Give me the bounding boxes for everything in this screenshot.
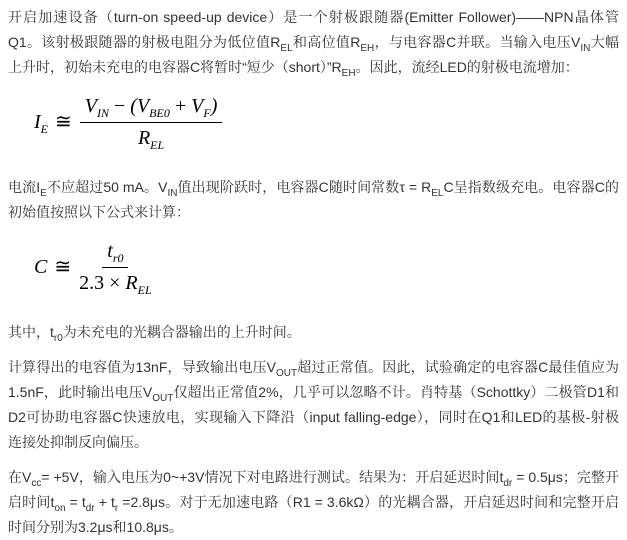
paragraph-current-limit: 电流$I_E$不应超过50 mA。$V_{IN}$值出现阶跃时，电容器C随时间常数$\tau = R_{EL}C$呈指数级充电。电容器C的初始值按照以下公式来计算： — [8, 179, 619, 220]
formula-numerator: $t_{r0}$ — [102, 239, 128, 268]
formula-approx-equal-sign: ≅ — [54, 256, 72, 278]
formula-denominator: $2.3 \times R_{EL}$ — [79, 272, 152, 297]
formula-denominator: $R_{EL}$ — [137, 127, 165, 152]
formula-lhs: C — [34, 256, 48, 278]
article-body — [8, 5, 619, 540]
paragraph-capacitor-selection: 计算得出的电容值为13nF，导致输出电压$V_{OUT}$超过正常值。因此，试验确定的电容器C最佳值应为1.5nF，此时输出电压$V_{OUT}$仅超出正常值2%，几乎可以忽略不计。肖特基（Schottky）二极管D1和D2可协助电容器C快速放电，实现输入下降沿（input falling-edge），同时在Q1和LED的基极-射极连接处抑制反向偏压。 — [8, 359, 620, 450]
formula-fraction — [79, 239, 152, 296]
formula-numerator: $V_{IN} - (V_{BE0} + V_F)$ — [80, 94, 223, 123]
paragraph-rise-time-note: 其中，$t_{r0}$为未充电的光耦合器输出的上升时间。 — [8, 324, 301, 344]
formula-approx-equal-sign: ≅ — [55, 111, 72, 133]
formula-fraction — [80, 94, 223, 151]
paragraph-test-results: 在$V_{cc}= +5V$，输入电压为0~+3V情况下对电路进行测试。结果为：开启延迟时间$t_{dr} = 0.5\mu s$；完整开启时间$t_{on} = t_{dr} + t_r =2.8\mu s$。对于无加速电路（R1 = 3.6kΩ）的光耦合器，开启延迟时间和完整开启时间分别为3.2μs和10.8μs。 — [8, 469, 620, 535]
paragraph-intro: 开启加速设备（turn-on speed-up device）是一个射极跟随器(Emitter Follower)——NPN晶体管Q1。该射极跟随器的射极电阻分为低位值$R_{EL}$和高位值$R_{EH}$，与电容器C并联。当输入电压$V_{IN}$大幅上升时，初始未充电的电容器C将暂时“短少$(short)”R_{EH}$。因此，流经LED的射极电流增加： — [8, 9, 619, 79]
formula-lhs: $I_E$ — [34, 111, 49, 136]
formula-capacitor-value — [34, 239, 619, 296]
formula-emitter-current — [34, 94, 619, 151]
